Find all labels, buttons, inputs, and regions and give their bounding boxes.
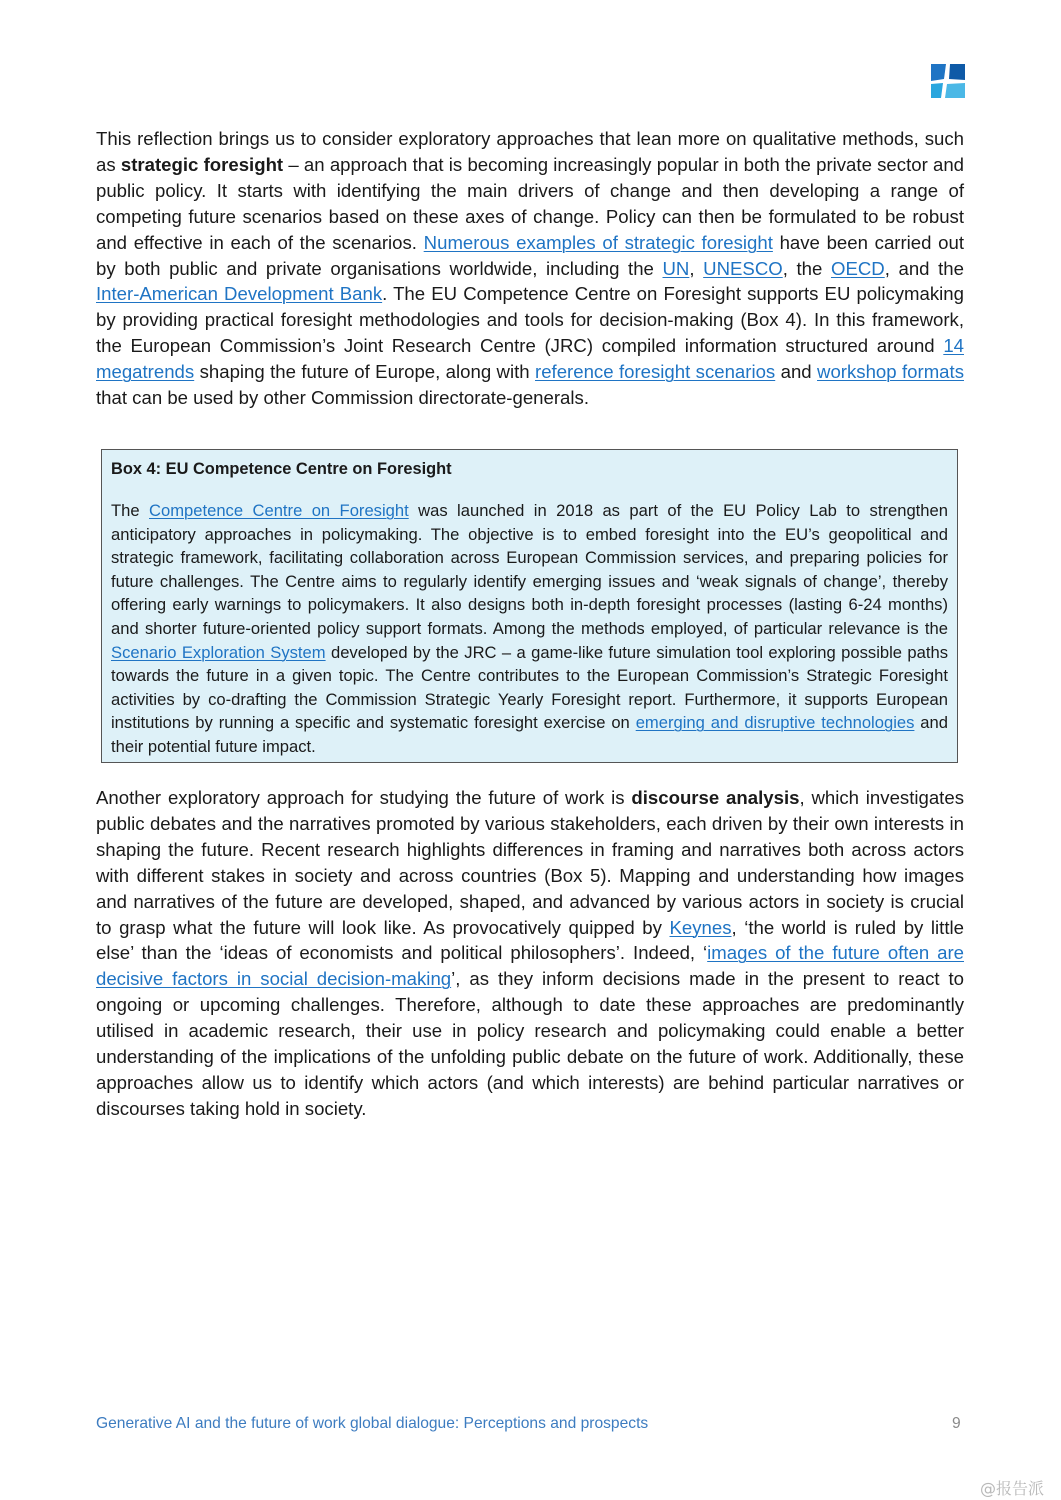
link-reference-foresight-scenarios[interactable]: reference foresight scenarios xyxy=(535,361,776,383)
box-title: Box 4: EU Competence Centre on Foresight xyxy=(111,460,452,478)
link-images-of-the-future[interactable]: images of the future often are decisive factors in social decision-making xyxy=(96,942,964,990)
box-4-competence-centre xyxy=(101,449,958,763)
link-workshop-formats[interactable]: workshop formats xyxy=(817,361,964,383)
box-body: The Competence Centre on Foresight was launched in 2018 as part of the EU Policy Lab to strengthen anticipatory approaches in policymaking. The objective is to embed foresight into the EU’s geopolitical and strategic framework, facilitating collaboration across European Commission services, and preparing policies for future challenges. The Centre aims to regularly identify emerging issues and ‘weak signals of change’, thereby offering early warnings to policymakers. It also designs both in-depth foresight processes (lasting 6-24 months) and shorter future-oriented policy support formats. Among the methods employed, of particular relevance is the Scenario Exploration System developed by the JRC – a game-like future simulation tool exploring possible paths towards the future in a given topic. The Centre contributes to the European Commission’s Strategic Foresight activities by co-drafting the Commission Strategic Yearly Foresight report. Furthermore, it supports European institutions by running a specific and systematic foresight exercise on emerging and disruptive technologies and their potential future impact. xyxy=(111,501,948,756)
footer-document-title: Generative AI and the future of work global dialogue: Perceptions and prospects xyxy=(96,1415,649,1432)
link-numerous-examples[interactable]: Numerous examples of strategic foresight xyxy=(423,231,773,253)
link-un[interactable]: UN xyxy=(662,257,690,279)
logo-graphic xyxy=(931,64,965,98)
link-scenario-exploration-system[interactable]: Scenario Exploration System xyxy=(111,642,326,662)
link-keynes[interactable]: Keynes xyxy=(669,916,732,938)
link-emerging-disruptive-technologies[interactable]: emerging and disruptive technologies xyxy=(635,713,915,733)
paragraph-discourse-analysis: Another exploratory approach for studying the future of work is discourse analysis, which investigates public debates and the narratives promoted by various stakeholders, each driven by their own interests in shaping the future. Recent research highlights differences in framing and narratives both across actors with different stakes in society and across countries (Box 5). Mapping and understanding how images and narratives of the future are developed, shaped, and advanced by various actors in society is crucial to grasp what the future will look like. As provocatively quipped by Keynes, ‘the world is ruled by little else’ than the ‘ideas of economists and political philosophers’. Indeed, ‘images of the future often are decisive factors in social decision-making’, as they inform decisions made in the present to react to ongoing or upcoming challenges. Therefore, although to date these approaches are predominantly utilised in academic research, their use in policy research and policymaking could enable a better understanding of the implications of the unfolding public debate on the future of work. Additionally, these approaches allow us to identify which actors (and which interests) are behind particular narratives or discourses taking hold in society. xyxy=(96,787,964,1119)
link-inter-american-development-bank[interactable]: Inter-American Development Bank xyxy=(96,283,383,305)
eu-competence-logo-icon xyxy=(931,64,965,98)
discourse-analysis-term: discourse analysis xyxy=(631,787,800,808)
link-14-megatrends[interactable]: 14 megatrends xyxy=(96,335,964,383)
strategic-foresight-term: strategic foresight xyxy=(120,153,284,175)
paragraph-strategic-foresight: This reflection brings us to consider exploratory approaches that lean more on qualitative methods, such as strategic foresight – an approach that is becoming increasingly popular in both the private sector and public policy. It starts with identifying the main drivers of change and then developing a range of competing future scenarios based on these axes of change. Policy can then be formulated to be robust and effective in each of the scenarios. Numerous examples of strategic foresight have been carried out by both public and private organisations worldwide, including the UN, UNESCO, the OECD, and the Inter-American Development Bank. The EU Competence Centre on Foresight supports EU policymaking by providing practical foresight methodologies and tools for decision-making (Box 4). In this framework, the European Commission’s Joint Research Centre (JRC) compiled information structured around 14 megatrends shaping the future of Europe, along with reference foresight scenarios and workshop formats that can be used by other Commission directorate-generals. xyxy=(96,128,965,409)
link-oecd[interactable]: OECD xyxy=(830,257,885,279)
page-number: 9 xyxy=(952,1415,961,1432)
watermark: @报告派 xyxy=(980,1479,1045,1498)
link-unesco[interactable]: UNESCO xyxy=(703,257,783,279)
link-competence-centre-on-foresight[interactable]: Competence Centre on Foresight xyxy=(149,501,409,520)
